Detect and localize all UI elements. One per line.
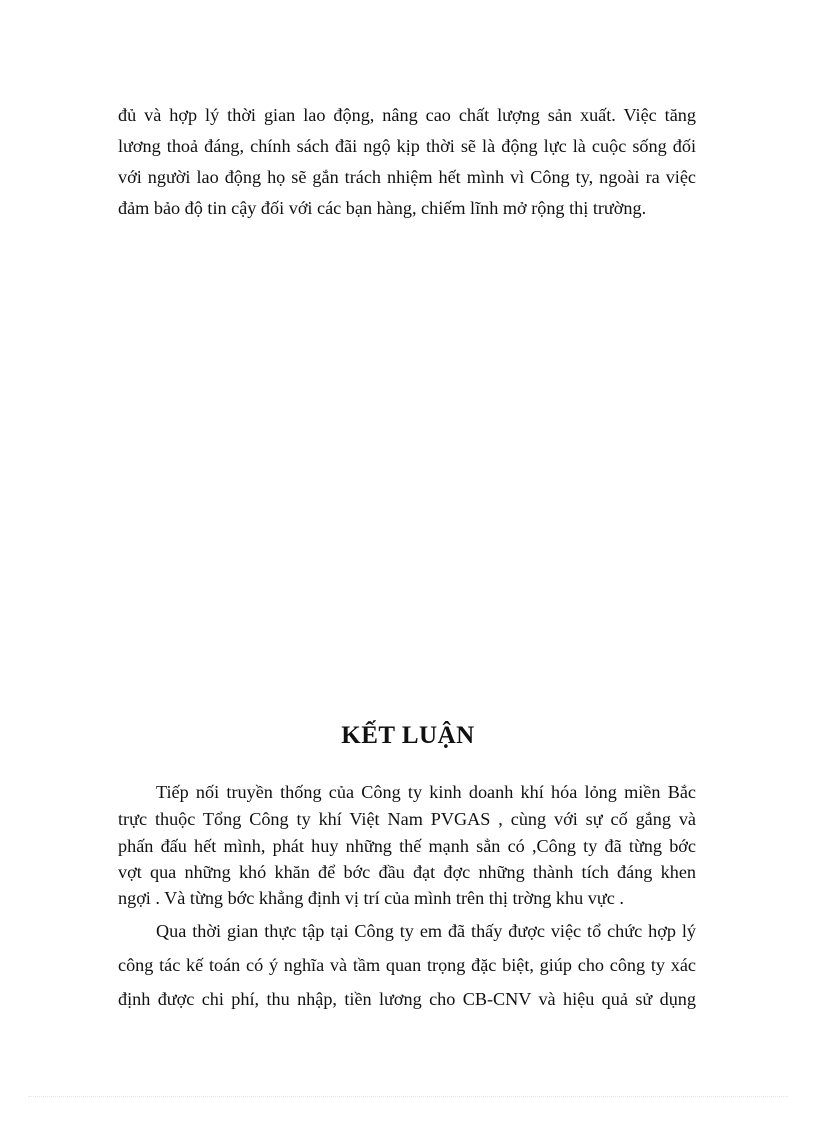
text-line: vợt qua những khó khăn để bớc đầu đạt đợc những thành tích đáng khen <box>118 862 696 882</box>
text-line: phấn đấu hết mình, phát huy những thế mạnh sẳn có ,Công ty đã từng bớc <box>118 836 696 856</box>
text-line: đủ và hợp lý thời gian lao động, nâng cao chất lượng sản xuất. Việc tăng <box>118 105 696 125</box>
text-line: với người lao động họ sẽ gắn trách nhiệm hết mình vì Công ty, ngoài ra việc <box>118 167 696 187</box>
text-line: Tiếp nối truyền thống của Công ty kinh doanh khí hóa lỏng miền Bắc <box>156 782 696 802</box>
text-line: Qua thời gian thực tập tại Công ty em đã thấy được việc tổ chức hợp lý <box>156 921 696 941</box>
text-line: đảm bảo độ tin cậy đối với các bạn hàng, chiếm lĩnh mở rộng thị trường. <box>118 198 647 218</box>
text-line: ngợi . Và từng bớc khẳng định vị trí của mình trên thị trờng khu vực . <box>118 888 624 908</box>
page-bottom-divider <box>28 1096 788 1097</box>
text-line: định được chi phí, thu nhập, tiền lương cho CB-CNV và hiệu quả sử dụng <box>118 989 696 1009</box>
text-line: trực thuộc Tổng Công ty khí Việt Nam PVGAS , cùng với sự cố gắng và <box>118 809 696 829</box>
text-line: lương thoả đáng, chính sách đãi ngộ kịp thời sẽ là động lực là cuộc sống đối <box>118 136 696 156</box>
section-title: KẾT LUẬN <box>341 722 475 749</box>
text-line: công tác kế toán có ý nghĩa và tầm quan trọng đặc biệt, giúp cho công ty xác <box>118 955 696 975</box>
